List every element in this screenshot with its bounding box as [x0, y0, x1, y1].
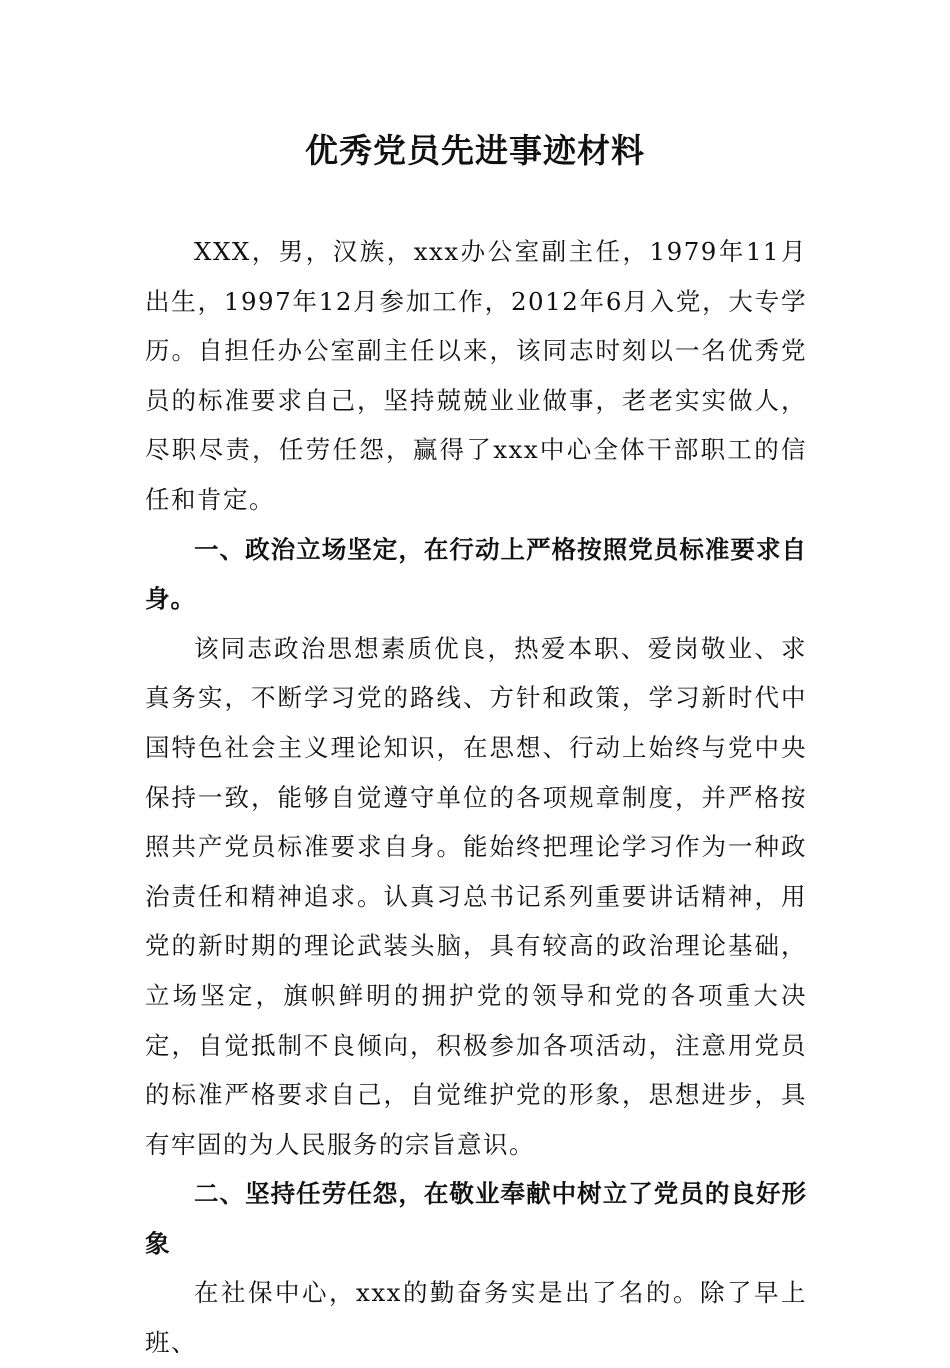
document-body	[145, 227, 807, 1368]
document-title: 优秀党员先进事迹材料	[305, 131, 645, 170]
section-1-paragraph: 该同志政治思想素质优良，热爱本职、爱岗敬业、求真务实，不断学习党的路线、方针和政策，学习新时代中国特色社会主义理论知识，在思想、行动上始终与党中央保持一致，能够自觉遵守单位的各项规章制度，并严格按照共产党员标准要求自身。能始终把理论学习作为一种政治责任和精神追求。认真习总书记系列重要讲话精神，用党的新时期的理论武装头脑，具有较高的政治理论基础，立场坚定，旗帜鲜明的拥护党的领导和党的各项重大决定，自觉抵制不良倾向，积极参加各项活动，注意用党员的标准严格要求自己，自觉维护党的形象，思想进步，具有牢固的为人民服务的宗旨意识。	[145, 633, 807, 1159]
section-heading-1: 一、政治立场坚定，在行动上严格按照党员标准要求自身。	[145, 534, 807, 614]
intro-paragraph: XXX，男，汉族，xxx办公室副主任，1979年11月出生，1997年12月参加工作，2012年6月入党，大专学历。自担任办公室副主任以来，该同志时刻以一名优秀党员的标准要求自己，坚持兢兢业业做事，老老实实做人，尽职尽责，任劳任怨，赢得了xxx中心全体干部职工的信任和肯定。	[145, 237, 807, 514]
section-heading-2: 二、坚持任劳任怨，在敬业奉献中树立了党员的良好形象	[145, 1179, 807, 1258]
section-2-paragraph: 在社保中心，xxx的勤奋务实是出了名的。除了早上班、	[145, 1278, 807, 1358]
